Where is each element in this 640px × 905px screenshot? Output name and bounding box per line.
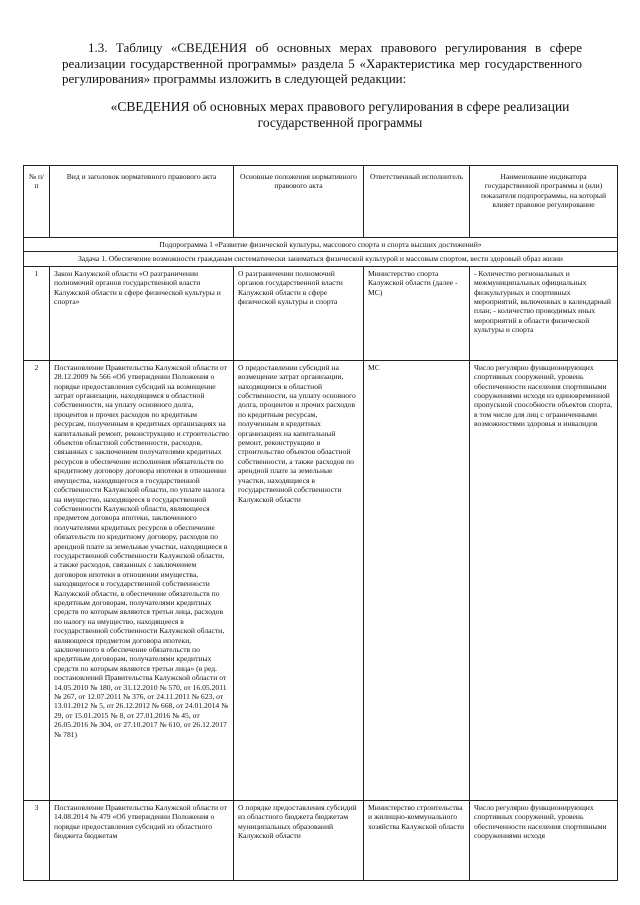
row-act: Постановление Правительства Калужской области от 14.08.2014 № 479 «Об утверждении Положения о порядке предоставления субсидий из областного бюджета бюджетам [50, 800, 234, 880]
header-provisions: Основные положения нормативного правового акта [234, 166, 364, 238]
row-number: 1 [24, 266, 50, 360]
row-provisions: О предоставлении субсидий на возмещение затрат организации, находящимся в областной собственности, на уплату основного долга, процентов и прочих расходов по кредитным ресурсам, полученным в кредитных организациях на капитальный ремонт, реконструкцию и строительство объектов областной собственности, а также расходов по арендной плате за земельные участки, находящиеся в государственной собственности Калужской области [234, 360, 364, 800]
table-heading [80, 99, 600, 131]
heading-line-1: «СВЕДЕНИЯ об основных мерах правового регулирования в сфере реализации [110, 99, 570, 114]
table-row [24, 800, 618, 880]
row-indicator: - Количество региональных и межмуниципальных официальных физкультурных и спортивных мероприятий, включенных в календарный план; - количество проводимых иных мероприятий в области физической культуры и спорта [470, 266, 618, 360]
header-num: № п/п [24, 166, 50, 238]
row-number: 2 [24, 360, 50, 800]
header-indicator: Наименование индикатора государственной программы и (или) показателя подпрограммы, на который влияет правовое регулирование [470, 166, 618, 238]
table-row [24, 266, 618, 360]
table-row [24, 360, 618, 800]
subprogram-row [24, 238, 618, 252]
row-executor: Министерство спорта Калужской области (далее - МС) [364, 266, 470, 360]
row-provisions: О порядке предоставления субсидий из областного бюджета бюджетам муниципальных образований Калужской области [234, 800, 364, 880]
row-act: Закон Калужской области «О разграничении полномочий органов государственной власти Калужской области в сфере физической культуры и спорта» [50, 266, 234, 360]
header-executor: Ответственный исполнитель [364, 166, 470, 238]
intro-paragraph: 1.3. Таблицу «СВЕДЕНИЯ об основных мерах правового регулирования в сфере реализации государственной программы» раздела 5 «Характеристика мер государственного регулирования» программы изложить в следующей редакции: [62, 40, 582, 87]
row-executor: МС [364, 360, 470, 800]
table-header-row [24, 166, 618, 238]
row-indicator: Число регулярно функционирующих спортивных сооружений, уровень обеспеченности населения спортивными сооружениями исходя из единовременной пропускной способности объектов спорта, в том числе для лиц с ограниченными возможностями здоровья и инвалидов [470, 360, 618, 800]
row-indicator: Число регулярно функционирующих спортивных сооружений, уровень обеспеченности населения спортивными сооружениями исходя [470, 800, 618, 880]
measures-table [23, 165, 618, 881]
task-row [24, 252, 618, 266]
intro-text [62, 40, 582, 87]
header-act: Вид и заголовок нормативного правового акта [50, 166, 234, 238]
row-number: 3 [24, 800, 50, 880]
heading-line-2: государственной программы [257, 115, 423, 130]
row-executor: Министерство строительства и жилищно-коммунального хозяйства Калужской области [364, 800, 470, 880]
row-act: Постановление Правительства Калужской области от 28.12.2009 № 566 «Об утверждении Положения о порядке предоставления субсидий на возмещение затрат организации, находящимся в областной собственности, на уплату основного долга, процентов и прочих расходов по кредитным ресурсам, полученным в кредитных организациях на капитальный ремонт, реконструкцию и строительство объектов областной собственности, расходов, связанных с заключением получателями кредитных ресурсов в обеспечение исполнения обязательств по кредитному договору договора ипотеки в отношении имущества, находящегося в государственной собственности Калужской области, по уплате налога на имущество, находящееся в государственной собственности Калужской области, являющееся предметом договора ипотеки, заключенного получателями кредитных ресурсов в обеспечение обязательств по кредитному договору, расходов по арендной плате за земельные участки, находящиеся в государственной собственности Калужской области, а также расходов, связанных с заключением договоров ипотеки в отношении имущества, находящегося в государственной собственности Калужской области, в обеспечение обязательств по кредитным договорам, получателями кредитных средств по которым являются третьи лица, расходов по налогу на имущество, находящееся в государственной собственности Калужской области, являющееся предметом договора ипотеки, заключенного в обеспечение обязательств по кредитным договорам, получателями кредитных средств по которым являются третьи лица» (в ред. постановлений Правительства Калужской области от 14.05.2010 № 180, от 31.12.2010 № 570, от 16.05.2011 № 267, от 12.07.2011 № 376, от 24.11.2011 № 623, от 13.01.2012 № 5, от 26.12.2012 № 668, от 24.01.2014 № 29, от 15.01.2015 № 8, от 27.01.2016 № 45, от 26.05.2016 № 304, от 27.10.2017 № 610, от 26.12.2017 № 781) [50, 360, 234, 800]
subprogram-title: Подпрограмма 1 «Развитие физической культуры, массового спорта и спорта высших достижений» [24, 238, 618, 252]
row-provisions: О разграничении полномочий органов государственной власти Калужской области в сфере физической культуры и спорта [234, 266, 364, 360]
task-title: Задача 1. Обеспечение возможности гражданам систематически заниматься физической культурой и массовым спортом, вести здоровый образ жизни [24, 252, 618, 266]
